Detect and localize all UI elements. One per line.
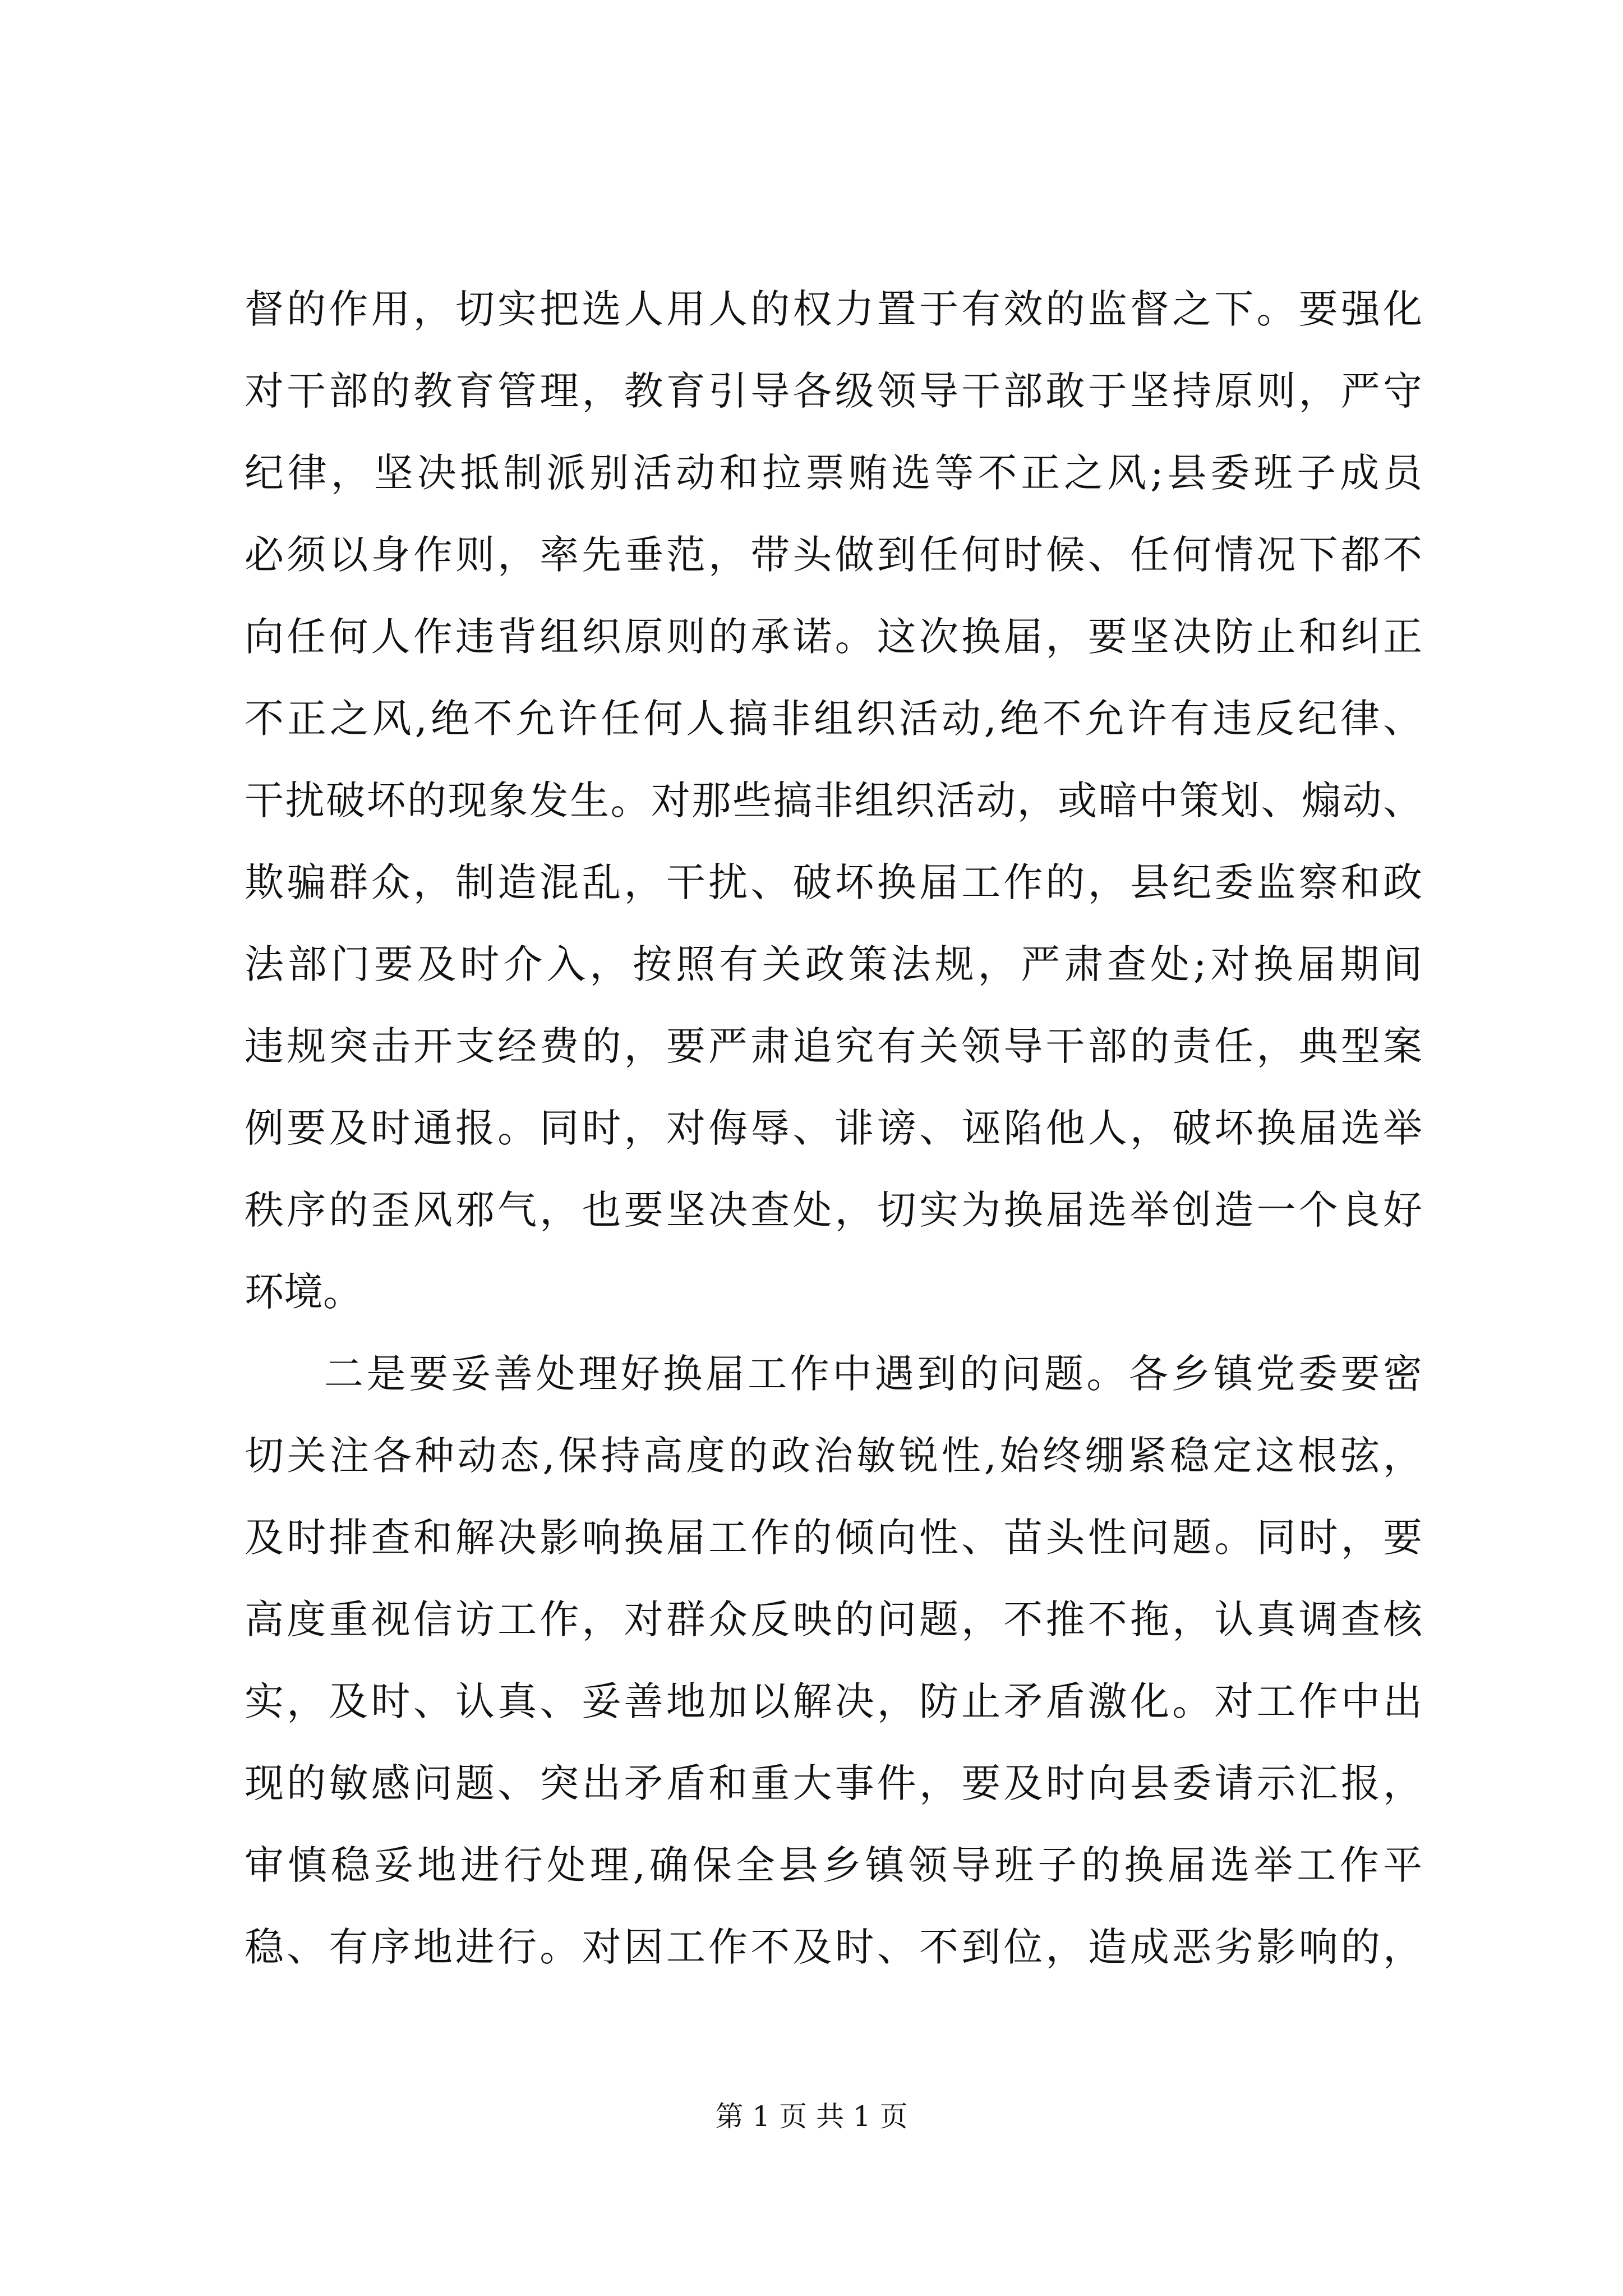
paragraph-2-line-4: 高度重视信访工作，对群众反映的问题，不推不拖，认真调查核 (245, 1596, 1422, 1642)
paragraph-1-line-7: 干扰破坏的现象发生。对那些搞非组织活动，或暗中策划、煽动、 (245, 777, 1422, 823)
paragraph-1-line-2: 对干部的教育管理，教育引导各级领导干部敢于坚持原则，严守 (245, 368, 1422, 414)
paragraph-1-line-11: 例要及时通报。同时，对侮辱、诽谤、诬陷他人，破坏换届选举 (245, 1105, 1422, 1151)
paragraph-1-line-1: 督的作用，切实把选人用人的权力置于有效的监督之下。要强化 (245, 286, 1422, 332)
paragraph-1-line-3: 纪律，坚决抵制派别活动和拉票贿选等不正之风;县委班子成员 (245, 450, 1422, 496)
paragraph-2-line-8: 稳、有序地进行。对因工作不及时、不到位，造成恶劣影响的， (245, 1924, 1422, 1970)
paragraph-1 (245, 268, 1422, 1333)
paragraph-1-line-4: 必须以身作则，率先垂范，带头做到任何时候、任何情况下都不 (245, 532, 1422, 578)
paragraph-1-line-12: 秩序的歪风邪气，也要坚决查处，切实为换届选举创造一个良好 (245, 1187, 1422, 1233)
paragraph-1-line-8: 欺骗群众，制造混乱，干扰、破坏换届工作的，县纪委监察和政 (245, 859, 1422, 905)
document-body (245, 268, 1422, 1988)
paragraph-2-line-7: 审慎稳妥地进行处理,确保全县乡镇领导班子的换届选举工作平 (245, 1842, 1422, 1888)
page-number-footer: 第 1 页 共 1 页 (715, 2100, 908, 2133)
paragraph-2-line-3: 及时排查和解决影响换届工作的倾向性、苗头性问题。同时，要 (245, 1515, 1422, 1561)
paragraph-1-line-13: 环境。 (245, 1269, 362, 1315)
paragraph-1-line-5: 向任何人作违背组织原则的承诺。这次换届，要坚决防止和纠正 (245, 614, 1422, 660)
paragraph-2-line-1: 二是要妥善处理好换届工作中遇到的问题。各乡镇党委要密 (324, 1351, 1422, 1397)
paragraph-1-line-6: 不正之风,绝不允许任何人搞非组织活动,绝不允许有违反纪律、 (245, 696, 1422, 742)
paragraph-2-line-2: 切关注各种动态,保持高度的政治敏锐性,始终绷紧稳定这根弦， (245, 1433, 1422, 1479)
paragraph-1-line-10: 违规突击开支经费的，要严肃追究有关领导干部的责任，典型案 (245, 1023, 1422, 1069)
paragraph-2-line-6: 现的敏感问题、突出矛盾和重大事件，要及时向县委请示汇报， (245, 1760, 1422, 1806)
paragraph-2 (245, 1333, 1422, 1988)
paragraph-1-line-9: 法部门要及时介入，按照有关政策法规，严肃查处;对换届期间 (245, 941, 1422, 987)
paragraph-2-line-5: 实，及时、认真、妥善地加以解决，防止矛盾激化。对工作中出 (245, 1678, 1422, 1724)
